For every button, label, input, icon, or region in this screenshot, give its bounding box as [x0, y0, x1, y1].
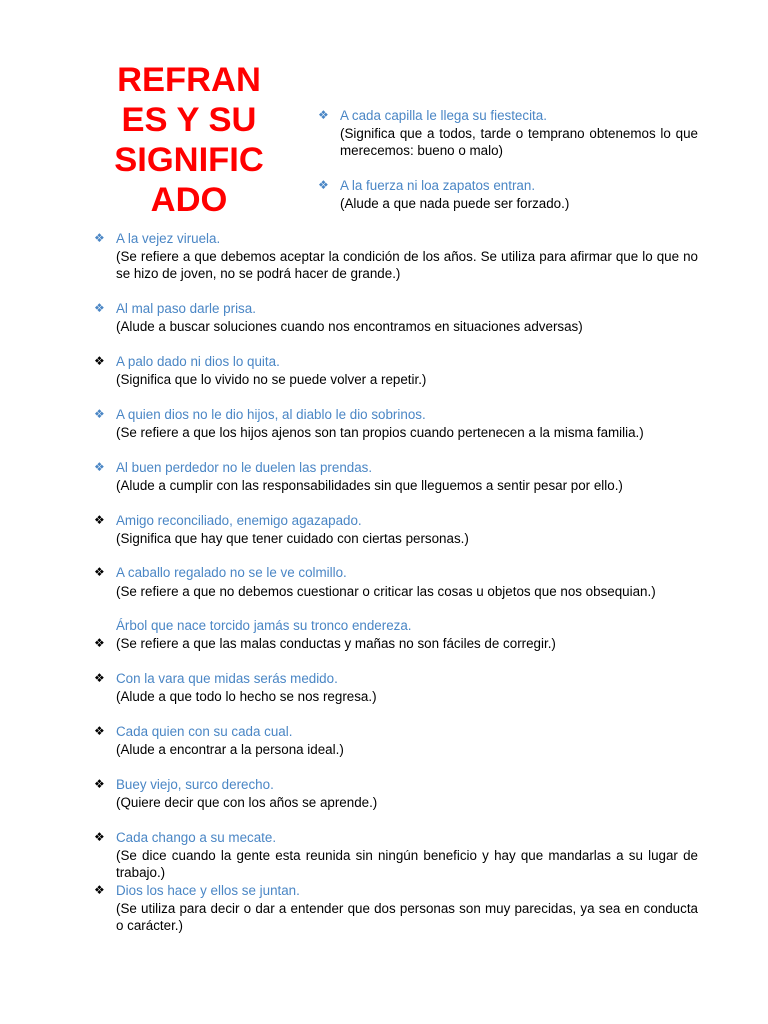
proverb-meaning: (Se refiere a que no debemos cuestionar o criticar las cosas u objetos que nos obsequian.) — [116, 583, 656, 599]
proverb-meaning — [94, 635, 698, 653]
saying-text: Buey viejo, surco derecho. — [116, 777, 274, 792]
proverb-saying — [94, 829, 698, 847]
diamond-bullet-icon: ❖ — [94, 407, 105, 421]
proverb-meaning: (Alude a que nada puede ser forzado.) — [340, 195, 570, 211]
diamond-bullet-icon: ❖ — [94, 724, 105, 738]
document-title — [100, 60, 278, 220]
proverb-meaning: (Se refiere a que debemos aceptar la condición de los años. Se utiliza para afirmar que lo que no se hizo de joven, no se podrá hacer de grande.) — [116, 248, 698, 281]
saying-text: A cada capilla le llega su fiestecita. — [340, 108, 547, 123]
proverb-saying — [94, 564, 698, 582]
proverb-meaning: (Alude a que todo lo hecho se nos regresa.) — [116, 688, 377, 704]
proverb-entry — [94, 300, 698, 335]
diamond-bullet-icon: ❖ — [94, 301, 105, 315]
diamond-bullet-icon: ❖ — [94, 354, 105, 368]
diamond-bullet-icon: ❖ — [94, 231, 105, 245]
proverb-saying — [94, 353, 698, 371]
title-line: ADO — [150, 181, 228, 219]
saying-text: A palo dado ni dios lo quita. — [116, 354, 280, 369]
diamond-bullet-icon: ❖ — [318, 108, 329, 122]
proverb-saying — [94, 670, 698, 688]
diamond-bullet-icon: ❖ — [94, 671, 105, 685]
proverb-entry — [94, 617, 698, 652]
proverb-saying: Árbol que nace torcido jamás su tronco endereza. — [116, 618, 412, 633]
meaning-text: (Se refiere a que las malas conductas y mañas no son fáciles de corregir.) — [116, 635, 556, 651]
saying-text: A la vejez viruela. — [116, 231, 221, 246]
proverb-entry — [318, 107, 698, 160]
proverb-entry — [94, 882, 698, 935]
proverb-entry — [94, 564, 698, 600]
proverb-meaning: (Se dice cuando la gente esta reunida sin ningún beneficio y hay que mandarlas a su lugar de trabajo.) — [116, 847, 698, 880]
proverb-saying — [94, 230, 698, 248]
proverb-entry — [94, 512, 698, 547]
diamond-bullet-icon: ❖ — [94, 460, 105, 474]
proverb-meaning: (Alude a cumplir con las responsabilidades sin que lleguemos a sentir pesar por ello.) — [116, 477, 623, 493]
saying-text: A quien dios no le dio hijos, al diablo le dio sobrinos. — [116, 407, 426, 422]
proverb-entry — [94, 353, 698, 388]
proverb-entry — [94, 670, 698, 705]
saying-text: Con la vara que midas serás medido. — [116, 671, 338, 686]
diamond-bullet-icon: ❖ — [94, 513, 105, 527]
proverb-saying — [94, 882, 698, 900]
proverb-meaning: (Significa que a todos, tarde o temprano obtenemos lo que merecemos: bueno o malo) — [340, 125, 698, 158]
saying-text: Amigo reconciliado, enemigo agazapado. — [116, 513, 362, 528]
saying-text: Cada quien con su cada cual. — [116, 724, 293, 739]
proverb-meaning: (Se utiliza para decir o dar a entender que dos personas son muy parecidas, ya sea en conducta o carácter.) — [116, 900, 698, 933]
proverb-meaning: (Se refiere a que los hijos ajenos son tan propios cuando pertenecen a la misma familia.) — [116, 424, 644, 440]
proverb-entry — [94, 723, 698, 758]
proverb-saying — [94, 300, 698, 318]
title-line: SIGNIFIC — [114, 141, 264, 179]
proverb-entry — [318, 177, 698, 212]
proverb-meaning: (Alude a encontrar a la persona ideal.) — [116, 741, 344, 757]
proverb-meaning: (Quiere decir que con los años se aprende.) — [116, 794, 378, 810]
diamond-bullet-icon: ❖ — [94, 635, 105, 650]
saying-text: A la fuerza ni loa zapatos entran. — [340, 178, 536, 193]
saying-text: Al mal paso darle prisa. — [116, 301, 256, 316]
proverb-saying — [94, 776, 698, 794]
saying-text: A caballo regalado no se le ve colmillo. — [116, 565, 347, 580]
proverb-saying — [94, 512, 698, 530]
proverb-meaning: (Significa que lo vivido no se puede volver a repetir.) — [116, 371, 427, 387]
proverb-entry — [94, 459, 698, 494]
saying-text: Dios los hace y ellos se juntan. — [116, 883, 300, 898]
proverb-saying — [318, 177, 698, 195]
saying-text: Cada chango a su mecate. — [116, 830, 277, 845]
diamond-bullet-icon: ❖ — [318, 178, 329, 192]
proverb-meaning: (Alude a buscar soluciones cuando nos encontramos en situaciones adversas) — [116, 318, 583, 334]
proverb-saying — [318, 107, 698, 125]
proverb-meaning: (Significa que hay que tener cuidado con ciertas personas.) — [116, 530, 469, 546]
proverb-saying — [94, 723, 698, 741]
proverb-entry — [94, 829, 698, 882]
diamond-bullet-icon: ❖ — [94, 830, 105, 844]
title-line: REFRAN — [117, 61, 261, 99]
saying-text: Al buen perdedor no le duelen las prendas. — [116, 460, 373, 475]
proverb-entry — [94, 776, 698, 811]
proverb-saying — [94, 459, 698, 477]
proverb-entry — [94, 406, 698, 441]
proverb-entry — [94, 230, 698, 283]
proverb-saying — [94, 406, 698, 424]
diamond-bullet-icon: ❖ — [94, 565, 105, 579]
title-line: ES Y SU — [121, 101, 257, 139]
diamond-bullet-icon: ❖ — [94, 883, 105, 897]
diamond-bullet-icon: ❖ — [94, 777, 105, 791]
